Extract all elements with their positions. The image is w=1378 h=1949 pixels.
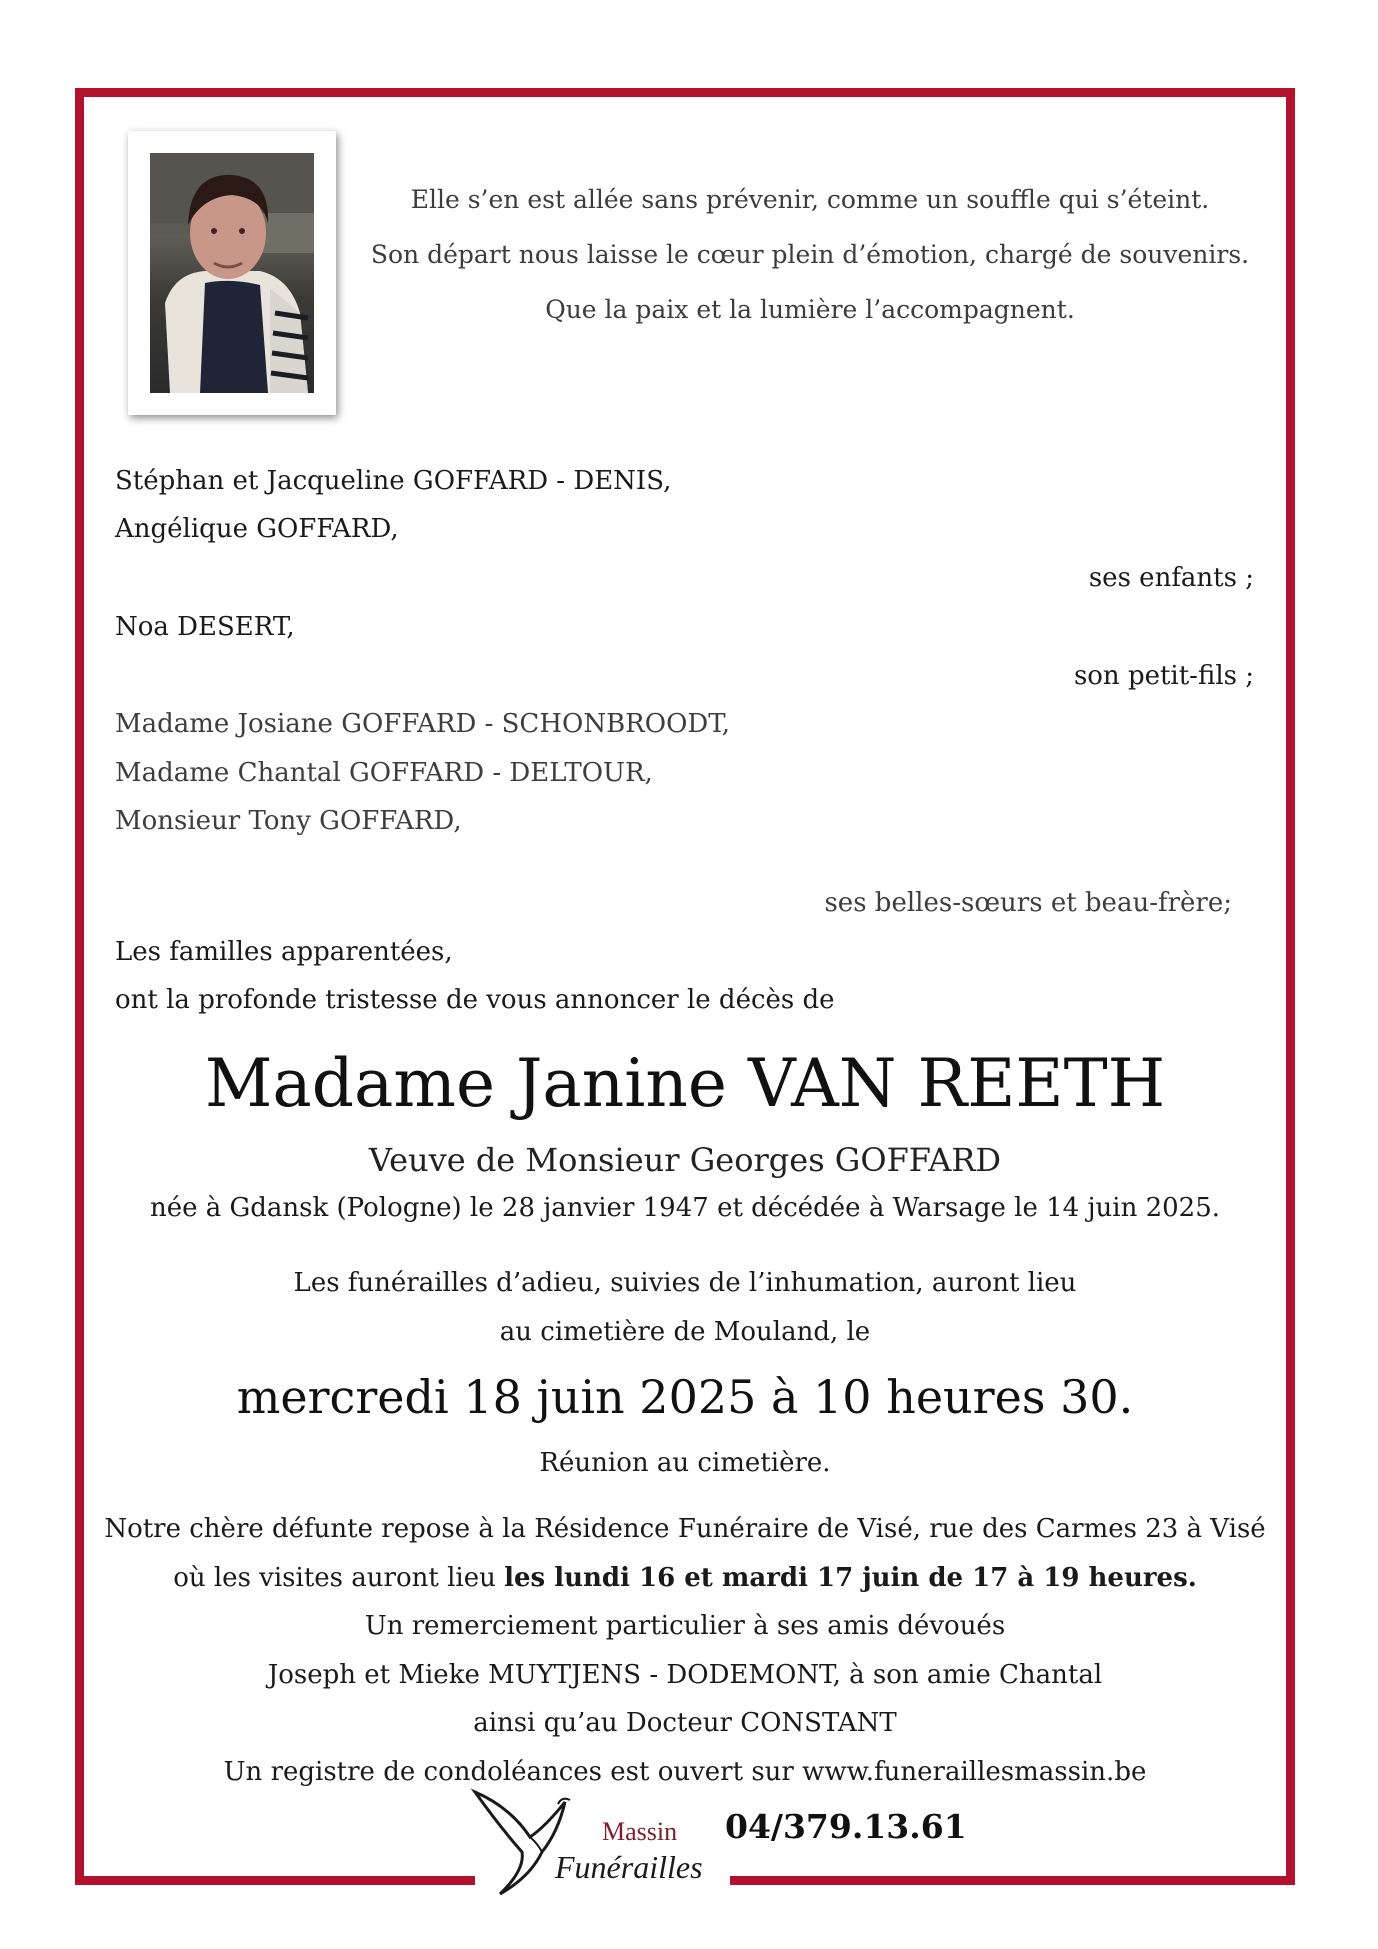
massin-logo xyxy=(470,1782,710,1912)
meeting-place: Réunion au cimetière. xyxy=(539,1448,831,1478)
thanks-line-3: ainsi qu’au Docteur CONSTANT xyxy=(473,1708,897,1738)
visits-line-2 xyxy=(75,1563,1295,1593)
dove-icon xyxy=(470,1782,710,1912)
grandchild: Noa DESERT, xyxy=(115,612,295,642)
grandchild-role: son petit-fils ; xyxy=(1073,661,1254,691)
child-2: Angélique GOFFARD, xyxy=(115,514,399,544)
deceased-name: Madame Janine VAN REETH xyxy=(204,1045,1166,1122)
portrait-photo xyxy=(128,131,336,415)
logo-funerailles: Funérailles xyxy=(555,1849,703,1885)
funeral-line-1: Les funérailles d’adieu, suivies de l’inhumation, auront lieu xyxy=(293,1268,1077,1298)
portrait-image xyxy=(150,153,314,393)
poem-line: Son départ nous laisse le cœur plein d’émotion, chargé de souvenirs. xyxy=(370,240,1250,269)
funeral-line-2: au cimetière de Mouland, le xyxy=(499,1317,871,1347)
widow-of: Veuve de Monsieur Georges GOFFARD xyxy=(368,1141,1002,1179)
condolence-register: Un registre de condoléances est ouvert sur www.funeraillesmassin.be xyxy=(223,1757,1147,1787)
funeral-datetime: mercredi 18 juin 2025 à 10 heures 30. xyxy=(236,1370,1134,1424)
visits-hours: les lundi 16 et mardi 17 juin de 17 à 19 heures. xyxy=(504,1563,1197,1593)
poem-line: Elle s’en est allée sans prévenir, comme un souffle qui s’éteint. xyxy=(410,185,1210,214)
in-laws-role: ses belles-sœurs et beau-frère; xyxy=(824,888,1232,918)
birth-death: née à Gdansk (Pologne) le 28 janvier 1947 et décédée à Warsage le 14 juin 2025. xyxy=(149,1193,1221,1223)
in-law-1: Madame Josiane GOFFARD - SCHONBROODT, xyxy=(115,709,731,739)
poem xyxy=(370,172,1250,337)
poem-line: Que la paix et la lumière l’accompagnent. xyxy=(545,295,1075,324)
announcement: ont la profonde tristesse de vous annoncer le décès de xyxy=(115,985,835,1015)
thanks-line-1: Un remerciement particulier à ses amis dévoués xyxy=(364,1611,1006,1641)
logo-massin: Massin xyxy=(602,1817,678,1846)
visits-line-1: Notre chère défunte repose à la Résidence Funéraire de Visé, rue des Carmes 23 à Visé xyxy=(104,1514,1266,1544)
thanks-line-2: Joseph et Mieke MUYTJENS - DODEMONT, à son amie Chantal xyxy=(267,1660,1103,1690)
children-role: ses enfants ; xyxy=(1088,563,1254,593)
in-law-3: Monsieur Tony GOFFARD, xyxy=(115,806,462,836)
phone-number: 04/379.13.61 xyxy=(725,1807,967,1846)
child-1: Stéphan et Jacqueline GOFFARD - DENIS, xyxy=(115,466,672,496)
in-law-2: Madame Chantal GOFFARD - DELTOUR, xyxy=(115,758,653,788)
relatives: Les familles apparentées, xyxy=(115,937,453,967)
visits-prefix: où les visites auront lieu xyxy=(173,1563,505,1593)
